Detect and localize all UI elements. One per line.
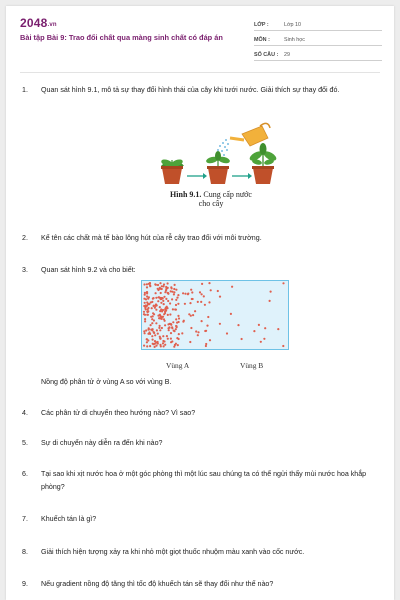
particle-dot — [191, 291, 193, 293]
particle-dot — [260, 341, 262, 343]
particle-dot — [146, 291, 148, 293]
header-divider — [20, 72, 380, 73]
particle-dot — [167, 300, 169, 302]
particle-dot — [217, 290, 219, 292]
particle-dot — [162, 335, 164, 337]
particle-dot — [146, 283, 148, 285]
particle-dot — [205, 343, 207, 345]
particle-dot — [184, 303, 186, 305]
particle-dot — [201, 283, 203, 285]
particle-dot — [159, 325, 161, 327]
particle-dot — [230, 313, 232, 315]
particle-dot — [146, 311, 148, 313]
particle-dot — [155, 292, 157, 294]
particle-dot — [163, 340, 165, 342]
particle-dot — [162, 285, 164, 287]
figure-1-caption: Hình 9.1. Cung cấp nước cho cây — [170, 190, 252, 208]
particle-dot — [147, 303, 149, 305]
particle-dot — [178, 333, 180, 335]
particle-dot — [165, 298, 167, 300]
particle-dot — [175, 328, 177, 330]
particle-dot — [168, 326, 170, 328]
particle-dot — [149, 333, 151, 335]
particle-dot — [152, 339, 154, 341]
particle-dot — [167, 282, 169, 284]
particle-dot — [181, 332, 183, 334]
worksheet-page: 2048.vn Bài tập Bài 9: Trao đổi chất qua màng sinh chất có đáp án LỚP : Lớp 10 MÔN : Sinh học SỐ CÂU : 29 1. Quan sát hình 9.1, mô tả sự thay đổi hình thái của cây khi tưới nước. Giải thích sự thay đổi đó. Hình 9.1. Cung cấp nước cho cây 2. Kể tên các chất mà tế bào lông hút của rễ cây trao đổi với môi trường. 3. Quan sát hình 9.2 và cho biết: Vùng A Vùng B Nồng độ phân tử ở vùng A so với vùng B. 4. Các phân tử di chuyển theo hướng nào? Vì sao? 5. Sự di chuyển này diễn ra đến khi nào? 6. Tại sao khi xịt nước hoa ở một góc phòng thì một lúc sau chúng ta có thể ngửi thấy mùi nước hoa khắp phòng? 7. Khuếch tán là gì? 8. Giải thích hiện tượng xảy ra khi nhỏ một giọt thuốc nhuộm màu xanh vào cốc nước. 9. Nếu gradient nồng độ tăng thì tốc độ khuếch tán sẽ thay đổi như thế nào? — [6, 6, 394, 600]
particle-dot — [147, 308, 149, 310]
particle-dot — [177, 344, 179, 346]
particle-dot — [157, 300, 159, 302]
particle-dot — [194, 310, 196, 312]
particle-dot — [161, 327, 163, 329]
particle-dot — [187, 293, 189, 295]
particle-dot — [253, 330, 255, 332]
particle-dot — [144, 294, 146, 296]
particle-dot — [258, 324, 260, 326]
meta-question-count: SỐ CÂU : 29 — [254, 46, 382, 61]
particle-dot — [175, 304, 177, 306]
watering-can-icon — [230, 123, 270, 146]
particle-dot — [144, 314, 146, 316]
particle-dot — [159, 306, 161, 308]
particle-dot — [177, 303, 179, 305]
particle-dot — [167, 338, 169, 340]
particle-dot — [175, 289, 177, 291]
particle-dot — [145, 329, 147, 331]
zone-a-label: Vùng A — [166, 361, 190, 370]
particle-dot — [176, 297, 178, 299]
particle-dot — [161, 288, 163, 290]
particle-dot — [168, 329, 170, 331]
particle-dot — [170, 338, 172, 340]
site-logo[interactable]: 2048.vn — [20, 16, 57, 30]
particle-dot — [157, 284, 159, 286]
particle-dot — [160, 345, 162, 347]
particle-dot — [159, 317, 161, 319]
particle-dot — [192, 314, 194, 316]
particle-dot — [144, 332, 146, 334]
particle-dot — [154, 334, 156, 336]
particle-dot — [160, 315, 162, 317]
particle-dot — [208, 282, 210, 284]
particle-dot — [203, 295, 205, 297]
particle-dot — [162, 300, 164, 302]
particle-dot — [209, 339, 211, 341]
particle-dot — [158, 296, 160, 298]
particle-dot — [161, 310, 163, 312]
particle-dot — [172, 321, 174, 323]
particle-dot — [176, 326, 178, 328]
particle-dot — [152, 298, 154, 300]
particle-dot — [190, 289, 192, 291]
particle-dot — [167, 314, 169, 316]
meta-subject: MÔN : Sinh học — [254, 31, 382, 46]
particle-dot — [155, 284, 157, 286]
particle-dot — [155, 309, 157, 311]
plant-wilted — [160, 158, 184, 184]
particle-dot — [165, 286, 167, 288]
particle-dot — [205, 330, 207, 332]
particle-dot — [175, 299, 177, 301]
particle-dot — [282, 282, 284, 284]
particle-dot — [178, 338, 180, 340]
particle-dot — [201, 293, 203, 295]
particle-dot — [184, 293, 186, 295]
particle-dot — [171, 298, 173, 300]
particle-dot — [164, 312, 166, 314]
particle-dot — [151, 335, 153, 337]
particle-dot — [175, 318, 177, 320]
figure-diffusion — [141, 280, 289, 350]
plant-recovering — [205, 151, 230, 184]
particle-dot — [205, 345, 207, 347]
particle-dot — [150, 324, 152, 326]
particle-dot — [173, 330, 175, 332]
particle-dot — [171, 291, 173, 293]
particle-dot — [174, 284, 176, 286]
particle-dot — [153, 305, 155, 307]
particle-dot — [173, 288, 175, 290]
particle-dot — [163, 283, 165, 285]
particle-dot — [277, 328, 279, 330]
particle-dot — [159, 282, 161, 284]
particle-dot — [208, 301, 210, 303]
particle-dot — [170, 332, 172, 334]
particle-dot — [173, 293, 175, 295]
particle-dot — [145, 298, 147, 300]
particle-dot — [199, 291, 201, 293]
particle-dot — [148, 283, 150, 285]
particle-dot — [146, 345, 148, 347]
particle-dot — [178, 317, 180, 319]
particle-dot — [164, 344, 166, 346]
particle-dot — [177, 315, 179, 317]
particle-dot — [173, 346, 175, 348]
particle-dot — [241, 338, 243, 340]
particle-dot — [154, 343, 156, 345]
particle-dot — [148, 327, 150, 329]
particle-dot — [169, 323, 171, 325]
particle-dot — [207, 316, 209, 318]
particle-dot — [165, 310, 167, 312]
particle-dot — [163, 296, 165, 298]
particle-dot — [149, 345, 151, 347]
particle-dot — [197, 334, 199, 336]
particle-dot — [264, 327, 266, 329]
particle-dot — [165, 290, 167, 292]
particle-dot — [210, 289, 212, 291]
particle-dot — [146, 295, 148, 297]
particle-dot — [151, 322, 153, 324]
particle-dot — [204, 304, 206, 306]
particle-dot — [197, 301, 199, 303]
particle-dot — [155, 322, 157, 324]
particle-dot — [146, 286, 148, 288]
particle-dot — [226, 332, 228, 334]
particle-dot — [177, 294, 179, 296]
particle-dot — [143, 283, 145, 285]
particle-dot — [170, 341, 172, 343]
particle-dot — [146, 341, 148, 343]
particle-dot — [200, 301, 202, 303]
particle-dot — [152, 315, 154, 317]
particle-dot — [169, 313, 171, 315]
zone-b-label: Vùng B — [240, 361, 264, 370]
particle-dot — [160, 337, 162, 339]
particle-dot — [144, 320, 146, 322]
particle-dot — [166, 307, 168, 309]
particle-dot — [167, 293, 169, 295]
particle-dot — [160, 292, 162, 294]
particle-dot — [144, 307, 146, 309]
particle-dot — [144, 318, 146, 320]
particle-dot — [152, 343, 154, 345]
particle-dot — [237, 324, 239, 326]
particle-dot — [164, 320, 166, 322]
particle-dot — [152, 328, 154, 330]
particle-dot — [195, 330, 197, 332]
particle-dot — [171, 326, 173, 328]
meta-class: LỚP : Lớp 10 — [254, 16, 382, 31]
particle-dot — [163, 303, 165, 305]
particle-dot — [169, 302, 171, 304]
particle-dot — [144, 302, 146, 304]
meta-info — [254, 16, 382, 61]
particle-dot — [160, 298, 162, 300]
particle-dot — [155, 303, 157, 305]
particle-dot — [151, 307, 153, 309]
particle-dot — [175, 343, 177, 345]
particle-dot — [174, 308, 176, 310]
particle-dot — [219, 323, 221, 325]
particle-dot — [143, 345, 145, 347]
particle-dot — [157, 315, 159, 317]
particle-dot — [155, 297, 157, 299]
particle-dot — [231, 286, 233, 288]
particle-dot — [270, 291, 272, 293]
particle-dot — [201, 320, 203, 322]
particle-dot — [151, 318, 153, 320]
particle-dot — [263, 338, 265, 340]
particle-dot — [182, 321, 184, 323]
particle-dot — [154, 307, 156, 309]
particle-dot — [152, 312, 154, 314]
particle-dot — [191, 298, 193, 300]
particle-dot — [160, 302, 162, 304]
particle-dot — [163, 345, 165, 347]
particle-dot — [173, 291, 175, 293]
particle-dot — [282, 345, 284, 347]
worksheet-title: Bài tập Bài 9: Trao đổi chất qua màng sinh chất có đáp án — [20, 33, 223, 42]
particle-dot — [157, 341, 159, 343]
particle-dot — [147, 339, 149, 341]
particle-dot — [156, 329, 158, 331]
particle-dot — [146, 314, 148, 316]
particle-dot — [190, 315, 192, 317]
particle-dot — [158, 327, 160, 329]
particle-dot — [155, 345, 157, 347]
particle-dot — [157, 333, 159, 335]
particle-dot — [171, 287, 173, 289]
particle-dot — [197, 331, 199, 333]
particle-dot — [189, 302, 191, 304]
particle-dot — [159, 329, 161, 331]
particle-dot — [154, 346, 156, 348]
particle-dot — [178, 321, 180, 323]
particle-dot — [206, 325, 208, 327]
particle-dot — [162, 297, 164, 299]
particle-dot — [190, 327, 192, 329]
particle-dot — [154, 340, 156, 342]
particle-dot — [172, 308, 174, 310]
particle-dot — [269, 300, 271, 302]
particle-dot — [189, 341, 191, 343]
particle-dot — [157, 288, 159, 290]
arrow-2 — [232, 173, 252, 179]
particle-dot — [164, 324, 166, 326]
particle-dot — [143, 311, 145, 313]
particle-dot — [219, 296, 221, 298]
particle-dot — [166, 335, 168, 337]
plant-healthy — [248, 143, 278, 184]
arrow-1 — [187, 173, 207, 179]
particle-dot — [162, 342, 164, 344]
particle-dot — [182, 292, 184, 294]
particle-dot — [143, 330, 145, 332]
